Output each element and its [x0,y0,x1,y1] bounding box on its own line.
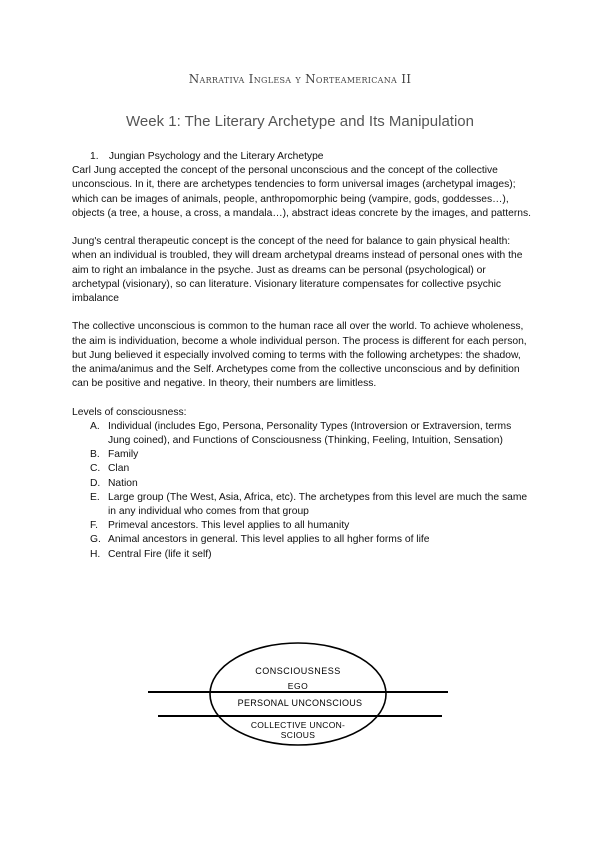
levels-list [72,420,532,562]
course-title: Narrativa Inglesa y Norteamericana II [188,72,412,86]
list-marker: B. [90,449,100,461]
levels-title: Levels of consciousness: [72,406,187,418]
label-ego: EGO [287,681,309,691]
week-title: Week 1: The Literary Archetype and Its Manipulation [126,113,474,130]
list-item-text: Animal ancestors in general. This level applies to all hgher forms of life [108,534,430,546]
label-personal-unconscious: PERSONAL UNCONSCIOUS [237,698,363,708]
psyche-diagram [148,640,448,748]
list-item [72,448,532,462]
label-collective-unconscious-2: SCIOUS [280,730,316,740]
list-item [72,533,532,547]
list-item [72,477,532,491]
list-item-text: Central Fire (life it self) [108,548,212,560]
list-marker: E. [90,491,100,503]
list-item [72,491,532,519]
list-marker: A. [90,420,100,432]
list-item [72,462,532,476]
list-item-text: Clan [108,463,130,475]
list-item [72,548,532,562]
paragraph-archetypes: Carl Jung accepted the concept of the personal unconscious and the concept of the collective unconscious. In it, there are archetypes tendencies to form universal images (archetypal images); which can be images of animals, people, anthropomorphic being (vampire, gods, goddesses…), objects (a tree, a house, a cross, a mandala…), abstract ideas concrete by the images, and patterns. [72,165,532,219]
list-item-text: Large group (The West, Asia, Africa, etc). The archetypes from this level are much the same in any individual who comes from that group [108,491,528,518]
label-consciousness: CONSCIOUSNESS [255,666,341,676]
document-body [72,150,532,562]
section-number: 1. [90,151,99,162]
list-marker: C. [90,463,101,475]
section-title: Jungian Psychology and the Literary Archetype [108,151,324,162]
list-marker: D. [90,477,101,489]
list-item-text: Family [108,449,139,461]
paragraph-balance: Jung's central therapeutic concept is the concept of the need for balance to gain physical health: when an individual is troubled, they will dream archetypal dreams instead of personal ones with the aim to right an imbalance in the psyche. Just as dreams can be personal (psychological) or archetypal (visionary), so can literature. Visionary literature compensates for collective psychic imbalance [72,236,523,305]
list-marker: H. [90,548,101,560]
label-collective-unconscious-1: COLLECTIVE UNCON- [250,720,346,730]
list-item [72,519,532,533]
paragraph-collective-unconscious: The collective unconscious is common to the human race all over the world. To achieve wholeness, the aim is individuation, become a whole individual person. The process is different for each person, but Jung believed it especially involved coming to terms with the following archetypes: the shadow, the anima/animus and the Self. Archetypes come from the collective unconscious and by definition can be positive and negative. In theory, their numbers are limitless. [72,321,527,390]
list-marker: G. [90,534,101,546]
list-item-text: Individual (includes Ego, Persona, Personality Types (Introversion or Extraversion, terms Jung coined), and Functions of Consciousness (Thinking, Feeling, Intuition, Sensation) [108,420,512,447]
list-marker: F. [90,520,99,532]
list-item-text: Nation [108,477,138,489]
list-item-text: Primeval ancestors. This level applies to all humanity [108,520,350,532]
list-item [72,420,532,448]
section-heading [72,150,532,164]
